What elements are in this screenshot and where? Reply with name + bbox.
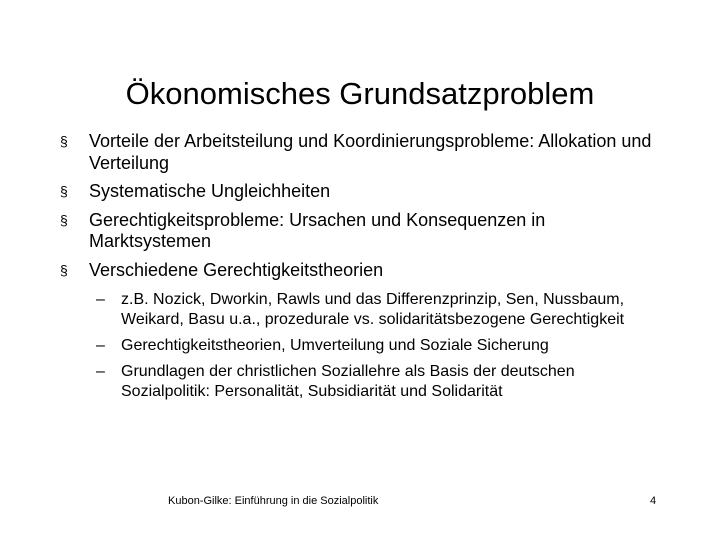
dash-marker-icon: –: [96, 337, 105, 354]
bullet-text: Systematische Ungleichheiten: [89, 181, 331, 201]
subbullet-text: z.B. Nozick, Dworkin, Rawls und das Differenzprinzip, Sen, Nussbaum, Weikard, Basu u.a., prozedurale vs. solidaritätsbezogene Gerechtigkeit: [121, 291, 625, 328]
bullet-text: Vorteile der Arbeitsteilung und Koordinierungsprobleme: Allokation und Verteilung: [89, 131, 652, 173]
bullet-marker-icon: §: [60, 261, 68, 278]
bullet-marker-icon: §: [60, 183, 68, 199]
dash-marker-icon: –: [96, 363, 105, 380]
bullet-item: [60, 210, 660, 253]
subbullet-item: [89, 290, 660, 330]
bullet-marker-icon: §: [60, 211, 68, 228]
bullet-list: [60, 131, 660, 409]
subbullet-item: [89, 362, 660, 402]
subbullet-text: Gerechtigkeitstheorien, Umverteilung und Soziale Sicherung: [121, 337, 549, 354]
bullet-item: [60, 131, 660, 174]
subbullet-text: Grundlagen der christlichen Soziallehre als Basis der deutschen Sozialpolitik: Personalität, Subsidiarität und Solidarität: [121, 363, 575, 400]
bullet-item: [60, 181, 660, 203]
slide-footer: Kubon-Gilke: Einführung in die Sozialpolitik: [168, 495, 379, 507]
bullet-item: [60, 260, 660, 403]
subbullet-list: [89, 290, 660, 402]
subbullet-item: [89, 336, 660, 356]
page-number: 4: [650, 495, 657, 507]
bullet-text: Verschiedene Gerechtigkeitstheorien: [89, 259, 384, 280]
dash-marker-icon: –: [96, 291, 105, 308]
slide-title: Ökonomisches Grundsatzproblem: [125, 76, 595, 111]
bullet-text: Gerechtigkeitsprobleme: Ursachen und Konsequenzen in Marktsystemen: [89, 209, 546, 251]
bullet-marker-icon: §: [60, 133, 68, 149]
